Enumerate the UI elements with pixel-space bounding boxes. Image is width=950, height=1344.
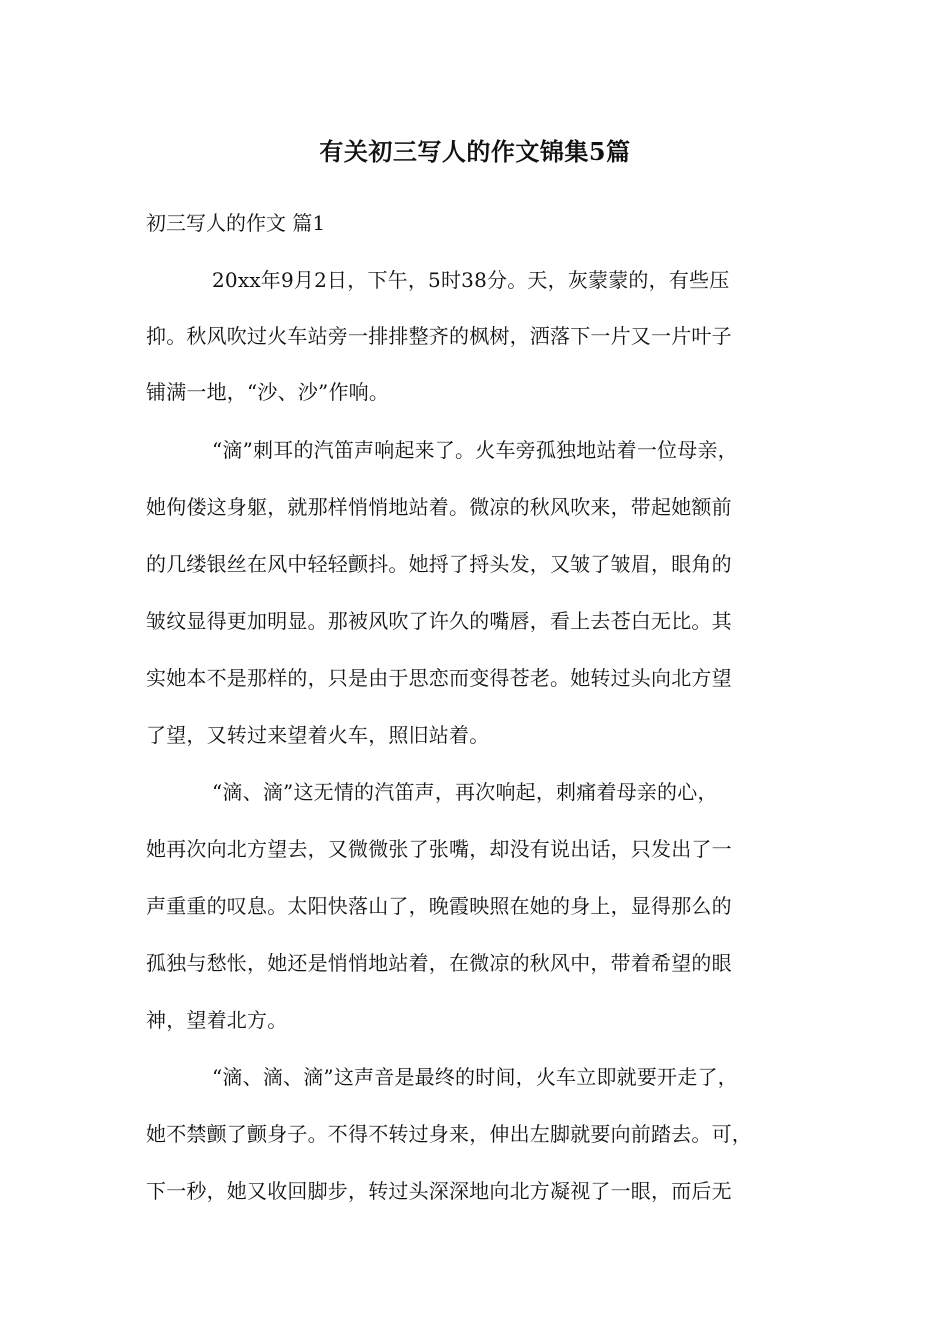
section-heading: 初三写人的作文 篇1 (146, 211, 326, 235)
paragraph-2-line-3: 的几缕银丝在风中轻轻颤抖。她捋了捋头发，又皱了皱眉，眼角的 (146, 552, 732, 576)
paragraph-3-line-4: 孤独与愁怅，她还是悄悄地站着，在微凉的秋风中，带着希望的眼 (146, 951, 732, 975)
paragraph-2-line-6: 了望，又转过来望着火车，照旧站着。 (146, 723, 490, 747)
paragraph-2-line-5: 实她本不是那样的，只是由于思恋而变得苍老。她转过头向北方望 (146, 666, 732, 690)
paragraph-3-line-5: 神，望着北方。 (146, 1008, 288, 1032)
paragraph-3-line-3: 声重重的叹息。太阳快落山了，晚霞映照在她的身上，显得那么的 (146, 894, 732, 918)
document-title: 有关初三写人的作文锦集5篇 (319, 137, 631, 166)
paragraph-2-line-4: 皱纹显得更加明显。那被风吹了许久的嘴唇，看上去苍白无比。其 (146, 609, 732, 633)
paragraph-4-line-1: “滴、滴、滴”这声音是最终的时间，火车立即就要开走了， (212, 1065, 738, 1089)
paragraph-1-line-1: 20xx年9月2日，下午，5时38分。天，灰蒙蒙的，有些压 (212, 268, 730, 292)
paragraph-1-line-2: 抑。秋风吹过火车站旁一排排整齐的枫树，洒落下一片又一片叶子 (146, 324, 732, 348)
paragraph-3-line-1: “滴、滴”这无情的汽笛声，再次响起，刺痛着母亲的心， (212, 780, 718, 804)
paragraph-4-line-3: 下一秒，她又收回脚步，转过头深深地向北方凝视了一眼，而后无 (146, 1179, 732, 1203)
paragraph-1-line-3: 铺满一地，“沙、沙”作响。 (146, 380, 390, 404)
paragraph-3-line-2: 她再次向北方望去，又微微张了张嘴，却没有说出话，只发出了一 (146, 837, 732, 861)
paragraph-2-line-1: “滴”刺耳的汽笛声响起来了。火车旁孤独地站着一位母亲， (212, 438, 738, 462)
paragraph-2-line-2: 她佝偻这身躯，就那样悄悄地站着。微凉的秋风吹来，带起她额前 (146, 495, 732, 519)
paragraph-4-line-2: 她不禁颤了颤身子。不得不转过身来，伸出左脚就要向前踏去。可， (146, 1122, 752, 1146)
